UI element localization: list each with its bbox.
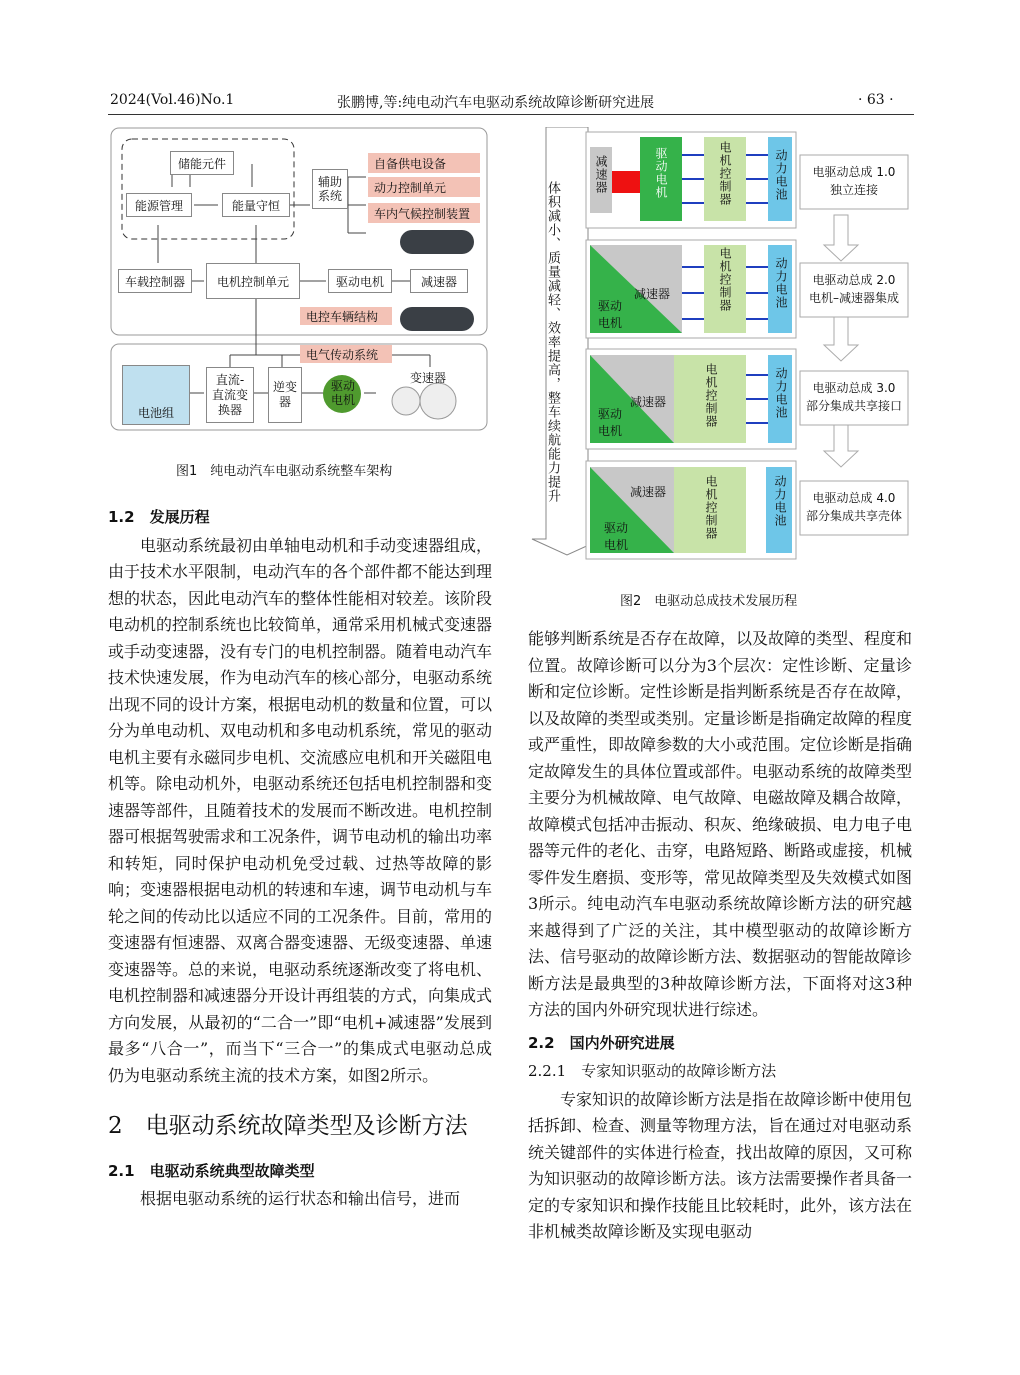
aux-item-1 (368, 153, 480, 173)
motor-label: 驱动 电机 (330, 379, 355, 407)
stage-1-label: 电驱动总成 1.0 独立连接 (812, 165, 896, 197)
row4-battery: 动力电池 (773, 475, 787, 527)
storage-box (170, 151, 234, 175)
row3-battery: 动力电池 (774, 367, 788, 419)
stage-2-label: 电驱动总成 2.0 电机–减速器集成 (808, 273, 899, 305)
battery-pack-label: 电池组 (137, 406, 174, 420)
figure-1 (110, 127, 488, 432)
figure-2-caption: 图2 电驱动总成技术发展历程 (620, 594, 798, 609)
aux-item-2-label: 动力控制单元 (374, 180, 447, 195)
drive-motor-box (328, 269, 392, 293)
drive-motor-label: 驱动电机 (335, 274, 384, 289)
vehicle-structure-label: 电控车辆结构 (306, 309, 379, 324)
aux-item-2 (368, 177, 480, 197)
row3-controller: 电机控制器 (704, 363, 718, 428)
figure-1-caption: 图1 纯电动汽车电驱动系统整车架构 (176, 464, 393, 479)
aux-item-3 (368, 203, 480, 223)
row1-motor: 驱动电机 (654, 147, 668, 199)
aux-system-box (312, 169, 348, 209)
section-2-heading: 2 电驱动系统故障类型及诊断方法 (108, 1113, 468, 1139)
row3-reducer: 减速器 (630, 395, 667, 409)
section-2-2-heading: 2.2 国内外研究进展 (528, 1033, 675, 1052)
row2-reducer: 减速器 (634, 287, 671, 301)
energy-keep-box (222, 193, 290, 217)
vehicle-controller-box (118, 269, 192, 293)
aux-system-label: 辅助 系统 (317, 175, 342, 203)
paragraph-development: 电驱动系统最初由单轴电动机和手动变速器组成，由于技术水平限制，电动汽车的各个部件都不能达到理想的状态，因此电动汽车的整体性能相对较差。该阶段电动机的控制系统也比较简单，通常采用机械式变速器或手动变速器，没有专门的电机控制器。随着电动汽车技术快速发展，作为电动汽车的核心部分，电驱动系统出现不同的设计方案，根据电动机的数量和位置，可以分为单电动机、双电动机和多电动机系统，常见的驱动电机主要有永磁同步电机、交流感应电机和开关磁阻电机等。除电动机外，电驱动系统还包括电机控制器和变速器等部件，且随着技术的发展而不断改进。电机控制器可根据驾驶需求和工况条件，调节电动机的输出功率和转矩，同时保护电动机免受过载、过热等故障的影响；变速器根据电动机的转速和车速，调节电动机与车轮之间的传动比以适应不同的工况条件。目前，常用的变速器有恒速器、双离合器变速器、无级变速器、单速变速器等。总的来说，电驱动系统逐渐改变了将电机、电机控制器和减速器分开设计再组装的方式，向集成式方向发展，从最初的“二合一”即“电机+减速器”发展到最多“八合一”，而当下“三合一”的集成式电驱动总成仍为电驱动系统主流的技术方案，如图2所示。 (108, 535, 493, 1085)
journal-issue: 2024(Vol.46)No.1 (110, 92, 235, 108)
section-2-1-heading: 2.1 电驱动系统典型故障类型 (108, 1161, 315, 1180)
reducer-label: 减速器 (420, 274, 457, 289)
section-1-2-heading: 1.2 发展历程 (108, 508, 210, 526)
motor-control-unit-label: 电机控制单元 (216, 274, 289, 289)
vehicle-structure-tag (300, 307, 392, 325)
section-2-2-1-heading: 2.2.1 专家知识驱动的故障诊断方法 (528, 1062, 777, 1080)
trend-arrow-text: 体积减小、质量减轻、效率提高，整车续航能力提升 (545, 181, 560, 503)
gearbox-label: 变速器 (410, 371, 447, 385)
electric-drive-label: 电气传动系统 (306, 347, 379, 362)
dcdc-box (206, 367, 254, 423)
dcdc-label: 直流- 直流变 换器 (211, 372, 248, 417)
vehicle-controller-label: 车载控制器 (124, 274, 185, 289)
paragraph-diagnosis-levels: 能够判断系统是否存在故障，以及故障的类型、程度和位置。故障诊断可以分为3个层次：定性诊断、定量诊断和定位诊断。定性诊断是指判断系统是否存在故障，以及故障的类型或类别。定量诊断是指确定故障的程度或严重性，即故障参数的大小或范围。定位诊断是指确定故障发生的具体位置或部件。电驱动系统的故障类型主要分为机械故障、电气故障、电磁故障及耦合故障，故障模式包括冲击振动、积灰、绝缘破损、电力电子电器等元件的老化、击穿，电路短路、断路或虚接，机械零件发生磨损、变形等，常见故障类型及失效模式如图3所示。纯电动汽车电驱动系统故障诊断方法的研究越来越得到了广泛的关注，其中模型驱动的故障诊断方法、信号驱动的故障诊断方法、数据驱动的智能故障诊断方法是最典型的3种故障诊断方法，下面将对这3种方法的国内外研究现状进行综述。 (528, 629, 913, 1019)
running-title: 张鹏博,等:纯电动汽车电驱动系统故障诊断研究进展 (337, 95, 655, 111)
inverter-label: 逆变 器 (272, 380, 297, 409)
energy-keep-label: 能量守恒 (231, 198, 280, 213)
inverter-box (268, 367, 302, 423)
battery-pack-box (122, 365, 190, 425)
motor-control-unit-box (206, 263, 300, 299)
row3-motor: 驱动 电机 (598, 407, 623, 438)
stage-3-label: 电驱动总成 3.0 部分集成共享接口 (805, 381, 902, 413)
right-column (528, 626, 912, 1246)
row4-reducer: 减速器 (630, 485, 667, 499)
energy-mgmt-box (126, 193, 192, 217)
page-number: · 63 · (858, 92, 894, 108)
row1-controller: 电机控制器 (718, 141, 732, 206)
row2-controller: 电机控制器 (718, 247, 732, 312)
paragraph-expert-knowledge: 专家知识的故障诊断方法是指在故障诊断中使用包括拆卸、检查、测量等物理方法，旨在通过对电驱动系统关键部件的实体进行检查，找出故障的原因，又可称为知识驱动的故障诊断方法。该方法需要操作者具备一定的专家知识和操作技能且比较耗时，此外，该方法在非机械类故障诊断及实现电驱动 (528, 1089, 913, 1241)
row1-reducer: 减速器 (594, 155, 608, 194)
row2-battery: 动力电池 (774, 257, 788, 309)
storage-label: 储能元件 (177, 156, 226, 171)
aux-item-1-label: 自备供电设备 (374, 156, 447, 171)
aux-item-3-label: 车内气候控制装置 (374, 206, 471, 221)
electric-drive-tag (300, 345, 392, 363)
header-rule (108, 114, 914, 115)
row2-motor: 驱动 电机 (598, 299, 623, 330)
row1-battery: 动力电池 (774, 149, 788, 201)
paragraph-fault-types: 根据电驱动系统的运行状态和输出信号，进而 (140, 1189, 461, 1208)
row4-controller: 电机控制器 (704, 475, 718, 540)
left-column (108, 498, 492, 1213)
figure-2 (530, 127, 914, 567)
reducer-box (410, 269, 468, 293)
stage-4-label: 电驱动总成 4.0 部分集成共享壳体 (805, 491, 902, 523)
row4-motor: 驱动 电机 (604, 521, 629, 552)
energy-mgmt-label: 能源管理 (134, 198, 183, 213)
